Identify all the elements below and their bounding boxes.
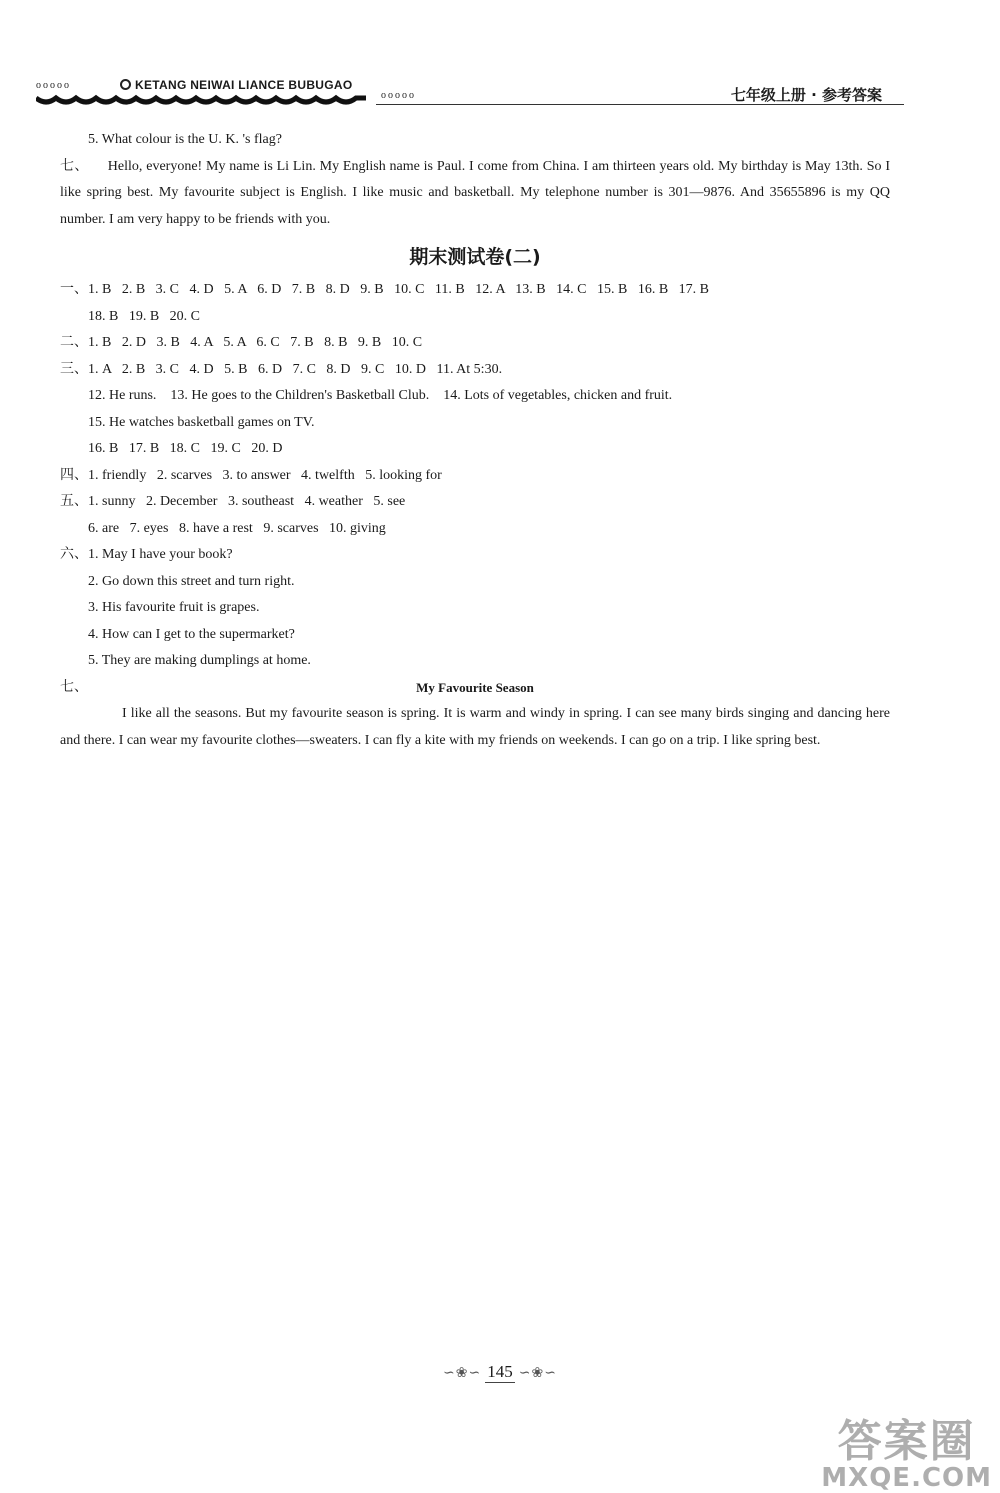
essay-body xyxy=(60,701,890,754)
header-decor-right: ooooo xyxy=(381,90,416,101)
series-title-text: KETANG NEIWAI LIANCE BUBUGAO xyxy=(135,78,353,92)
part6-sentence-1: 1. May I have your book? xyxy=(88,547,233,562)
essay-title: My Favourite Season xyxy=(416,679,534,695)
part6-label: 六、 xyxy=(60,547,88,562)
page-header xyxy=(36,74,904,108)
part1-label: 一、 xyxy=(60,282,88,297)
watermark-cn: 答案圈 xyxy=(837,1416,976,1467)
part4-label: 四、 xyxy=(60,467,88,483)
part6-line3: 3. His favourite fruit is grapes. xyxy=(88,600,260,615)
part1-line2: 18. B 19. B 20. C xyxy=(88,308,201,324)
part7-label: 七、 xyxy=(60,679,88,695)
essay-text: I like all the seasons. But my favourite season is spring. It is warm and windy in spring. I can see many birds singing and dancing here and there. I can wear my favourite clothes—sweaters. I can fly a kite with my friends on weekends. I can go on a trip. I like spring best. xyxy=(60,706,890,748)
part3-line3: 15. He watches basketball games on TV. xyxy=(88,414,315,430)
part5-line1 xyxy=(60,489,890,516)
prev-essay-label: 七、 xyxy=(60,158,89,174)
part5-answers-1: 1. sunny 2. December 3. southeast 4. weather 5. see xyxy=(88,494,406,509)
part6-line2: 2. Go down this street and turn right. xyxy=(88,573,295,589)
part5-label: 五、 xyxy=(60,494,88,509)
watermark-en: MXQE.COM xyxy=(821,1463,992,1493)
part2-line1 xyxy=(60,330,890,357)
part3-label: 三、 xyxy=(60,361,88,377)
header-decor-left: ooooo xyxy=(36,80,71,91)
series-logo-icon xyxy=(120,79,131,90)
page-number: 145 xyxy=(487,1362,513,1381)
prev-essay-first: Hello, everyone! My name is Li Lin. My English name is Paul. I come from China. I am thirteen years old. My xyxy=(107,158,738,174)
part3-line2: 12. He runs. 13. He goes to the Children's Basketball Club. 14. Lots of vegetables, chicken and fruit. xyxy=(88,388,673,403)
footer-right-ornament-icon: ∽❀∽ xyxy=(518,1366,557,1381)
site-watermark xyxy=(821,1416,992,1493)
part6-line1 xyxy=(60,542,890,569)
prev-essay xyxy=(60,154,890,234)
part3-answers-1: 1. A 2. B 3. C 4. D 5. B 6. D 7. C 8. D 9. C 10. D 11. At 5:30. xyxy=(88,361,503,377)
part4-line1 xyxy=(60,463,890,490)
footer-left-ornament-icon: ∽❀∽ xyxy=(443,1366,482,1381)
part6-line5: 5. They are making dumplings at home. xyxy=(88,653,311,668)
part3-line1 xyxy=(60,357,890,384)
part7-header xyxy=(60,675,890,702)
exam-title: 期末测试卷(二) xyxy=(409,246,541,268)
part1-answers-1: 1. B 2. B 3. C 4. D 5. A 6. D 7. B 8. D 9. B 10. C 11. B 12. A 13. B 14. C 15. B 16. B 17. B xyxy=(88,282,709,297)
part2-answers: 1. B 2. D 3. B 4. A 5. A 6. C 7. B 8. B 9. B 10. C xyxy=(88,335,423,350)
part2-label: 二、 xyxy=(60,335,88,350)
book-label: 七年级上册 · 参考答案 xyxy=(730,86,882,104)
part4-answers: 1. friendly 2. scarves 3. to answer 4. twelfth 5. looking for xyxy=(88,467,442,483)
header-wave-decoration xyxy=(36,94,366,106)
page-content xyxy=(60,127,890,754)
part3-line4: 16. B 17. B 18. C 19. C 20. D xyxy=(88,441,283,456)
part5-line2: 6. are 7. eyes 8. have a rest 9. scarves 10. giving xyxy=(88,520,386,536)
part1-line1 xyxy=(60,277,890,304)
page-footer xyxy=(0,1362,1000,1383)
series-title xyxy=(120,78,353,92)
prev-essay-rest: birthday is May 13th. So I like spring best. My favourite subject is English. I like music and basketball. My telephone number is 301—9876. And 35655896 is my QQ number. I am very happy to be friends with you. xyxy=(60,158,890,227)
part6-line4: 4. How can I get to the supermarket? xyxy=(88,626,295,642)
prev-question-5: 5. What colour is the U. K. 's flag? xyxy=(88,132,282,147)
